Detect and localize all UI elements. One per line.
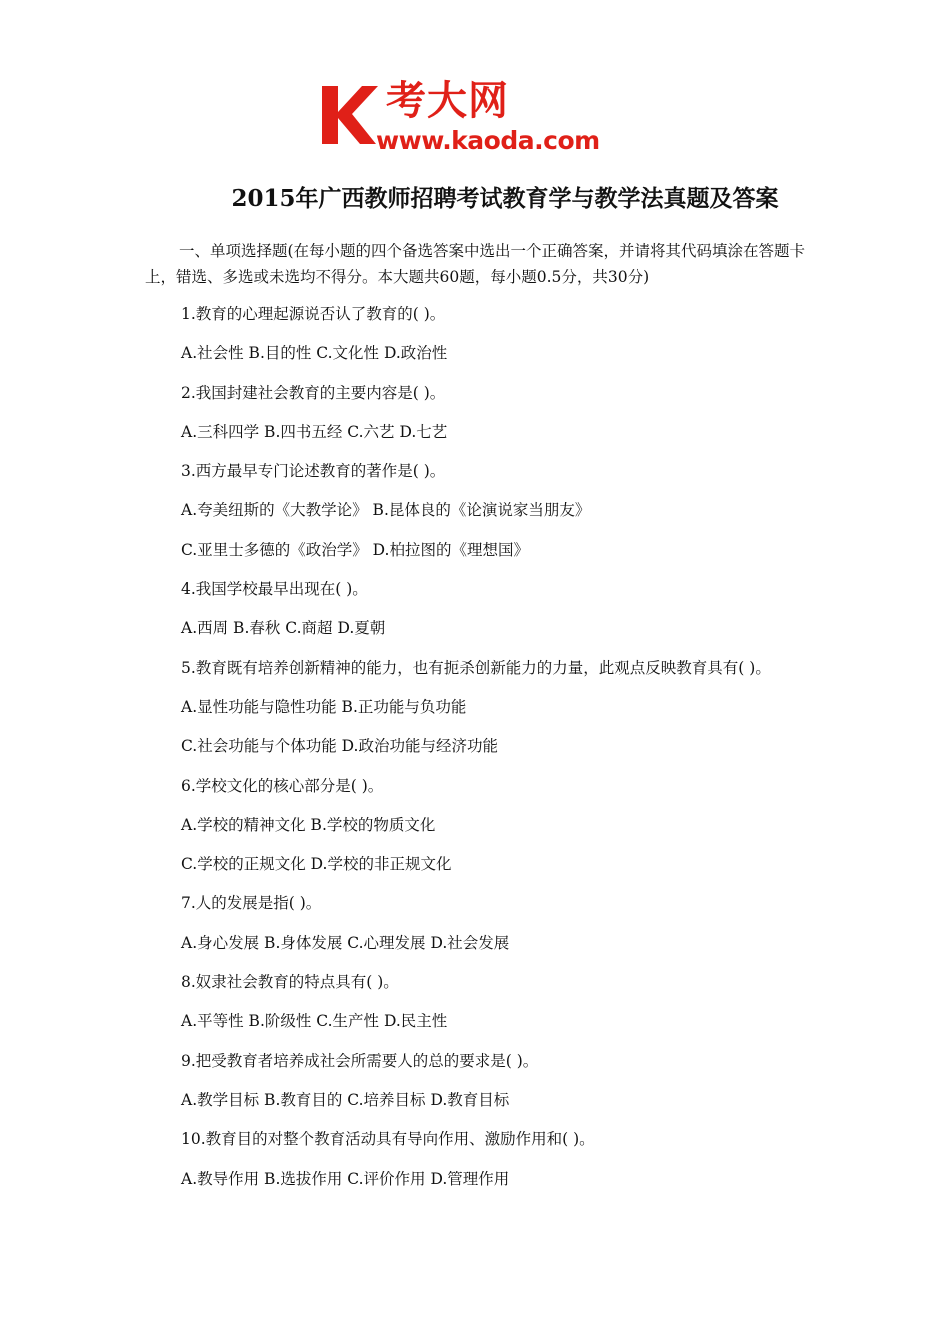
options-3b: C.亚里士多德的《政治学》 D.柏拉图的《理想国》 [181,540,529,559]
question-5: 5.教育既有培养创新精神的能力，也有扼杀创新能力的力量，此观点反映教育具有( )。 [181,658,771,677]
document-title: 2015年广西教师招聘考试教育学与教学法真题及答案 [231,185,779,212]
options-1: A.社会性 B.目的性 C.文化性 D.政治性 [181,344,448,363]
options-3a: A.夸美纽斯的《大教学论》 B.昆体良的《论演说家当朋友》 [181,501,591,520]
k-logo-icon [318,82,380,148]
options-7: A.身心发展 B.身体发展 C.心理发展 D.社会发展 [181,933,510,952]
logo-url-text: www.kaoda.com [376,126,600,155]
question-2: 2.我国封建社会教育的主要内容是( )。 [181,383,446,402]
options-6b: C.学校的正规文化 D.学校的非正规文化 [181,855,452,874]
options-9: A.教学目标 B.教育目的 C.培养目标 D.教育目标 [181,1090,510,1109]
question-10: 10.教育目的对整个教育活动具有导向作用、激励作用和( )。 [181,1130,595,1149]
question-1: 1.教育的心理起源说否认了教育的( )。 [181,305,446,323]
options-5a: A.显性功能与隐性功能 B.正功能与负功能 [181,697,467,716]
options-4: A.西周 B.春秋 C.商超 D.夏朝 [181,619,386,638]
question-4: 4.我国学校最早出现在( )。 [181,580,368,599]
question-list [181,302,841,1206]
options-5b: C.社会功能与个体功能 D.政治功能与经济功能 [181,737,498,756]
options-8: A.平等性 B.阶级性 C.生产性 D.民主性 [181,1012,448,1031]
question-9: 9.把受教育者培养成社会所需要人的总的要求是( )。 [181,1051,539,1070]
options-10: A.教导作用 B.选拔作用 C.评价作用 D.管理作用 [181,1169,510,1188]
options-2: A.三科四学 B.四书五经 C.六艺 D.七艺 [181,422,448,441]
site-logo [318,78,638,160]
options-6a: A.学校的精神文化 B.学校的物质文化 [181,815,436,834]
question-8: 8.奴隶社会教育的特点具有( )。 [181,973,399,992]
question-6: 6.学校文化的核心部分是( )。 [181,776,384,795]
logo-brand-text: 考大网 [386,78,509,124]
question-3: 3.西方最早专门论述教育的著作是( )。 [181,462,446,481]
section-intro: 一、单项选择题(在每小题的四个备选答案中选出一个正确答案，并请将其代码填涂在答题卡上，错选、多选或未选均不得分。本大题共60题，每小题0.5分，共30分) [145,242,806,286]
question-7: 7.人的发展是指( )。 [181,894,322,913]
